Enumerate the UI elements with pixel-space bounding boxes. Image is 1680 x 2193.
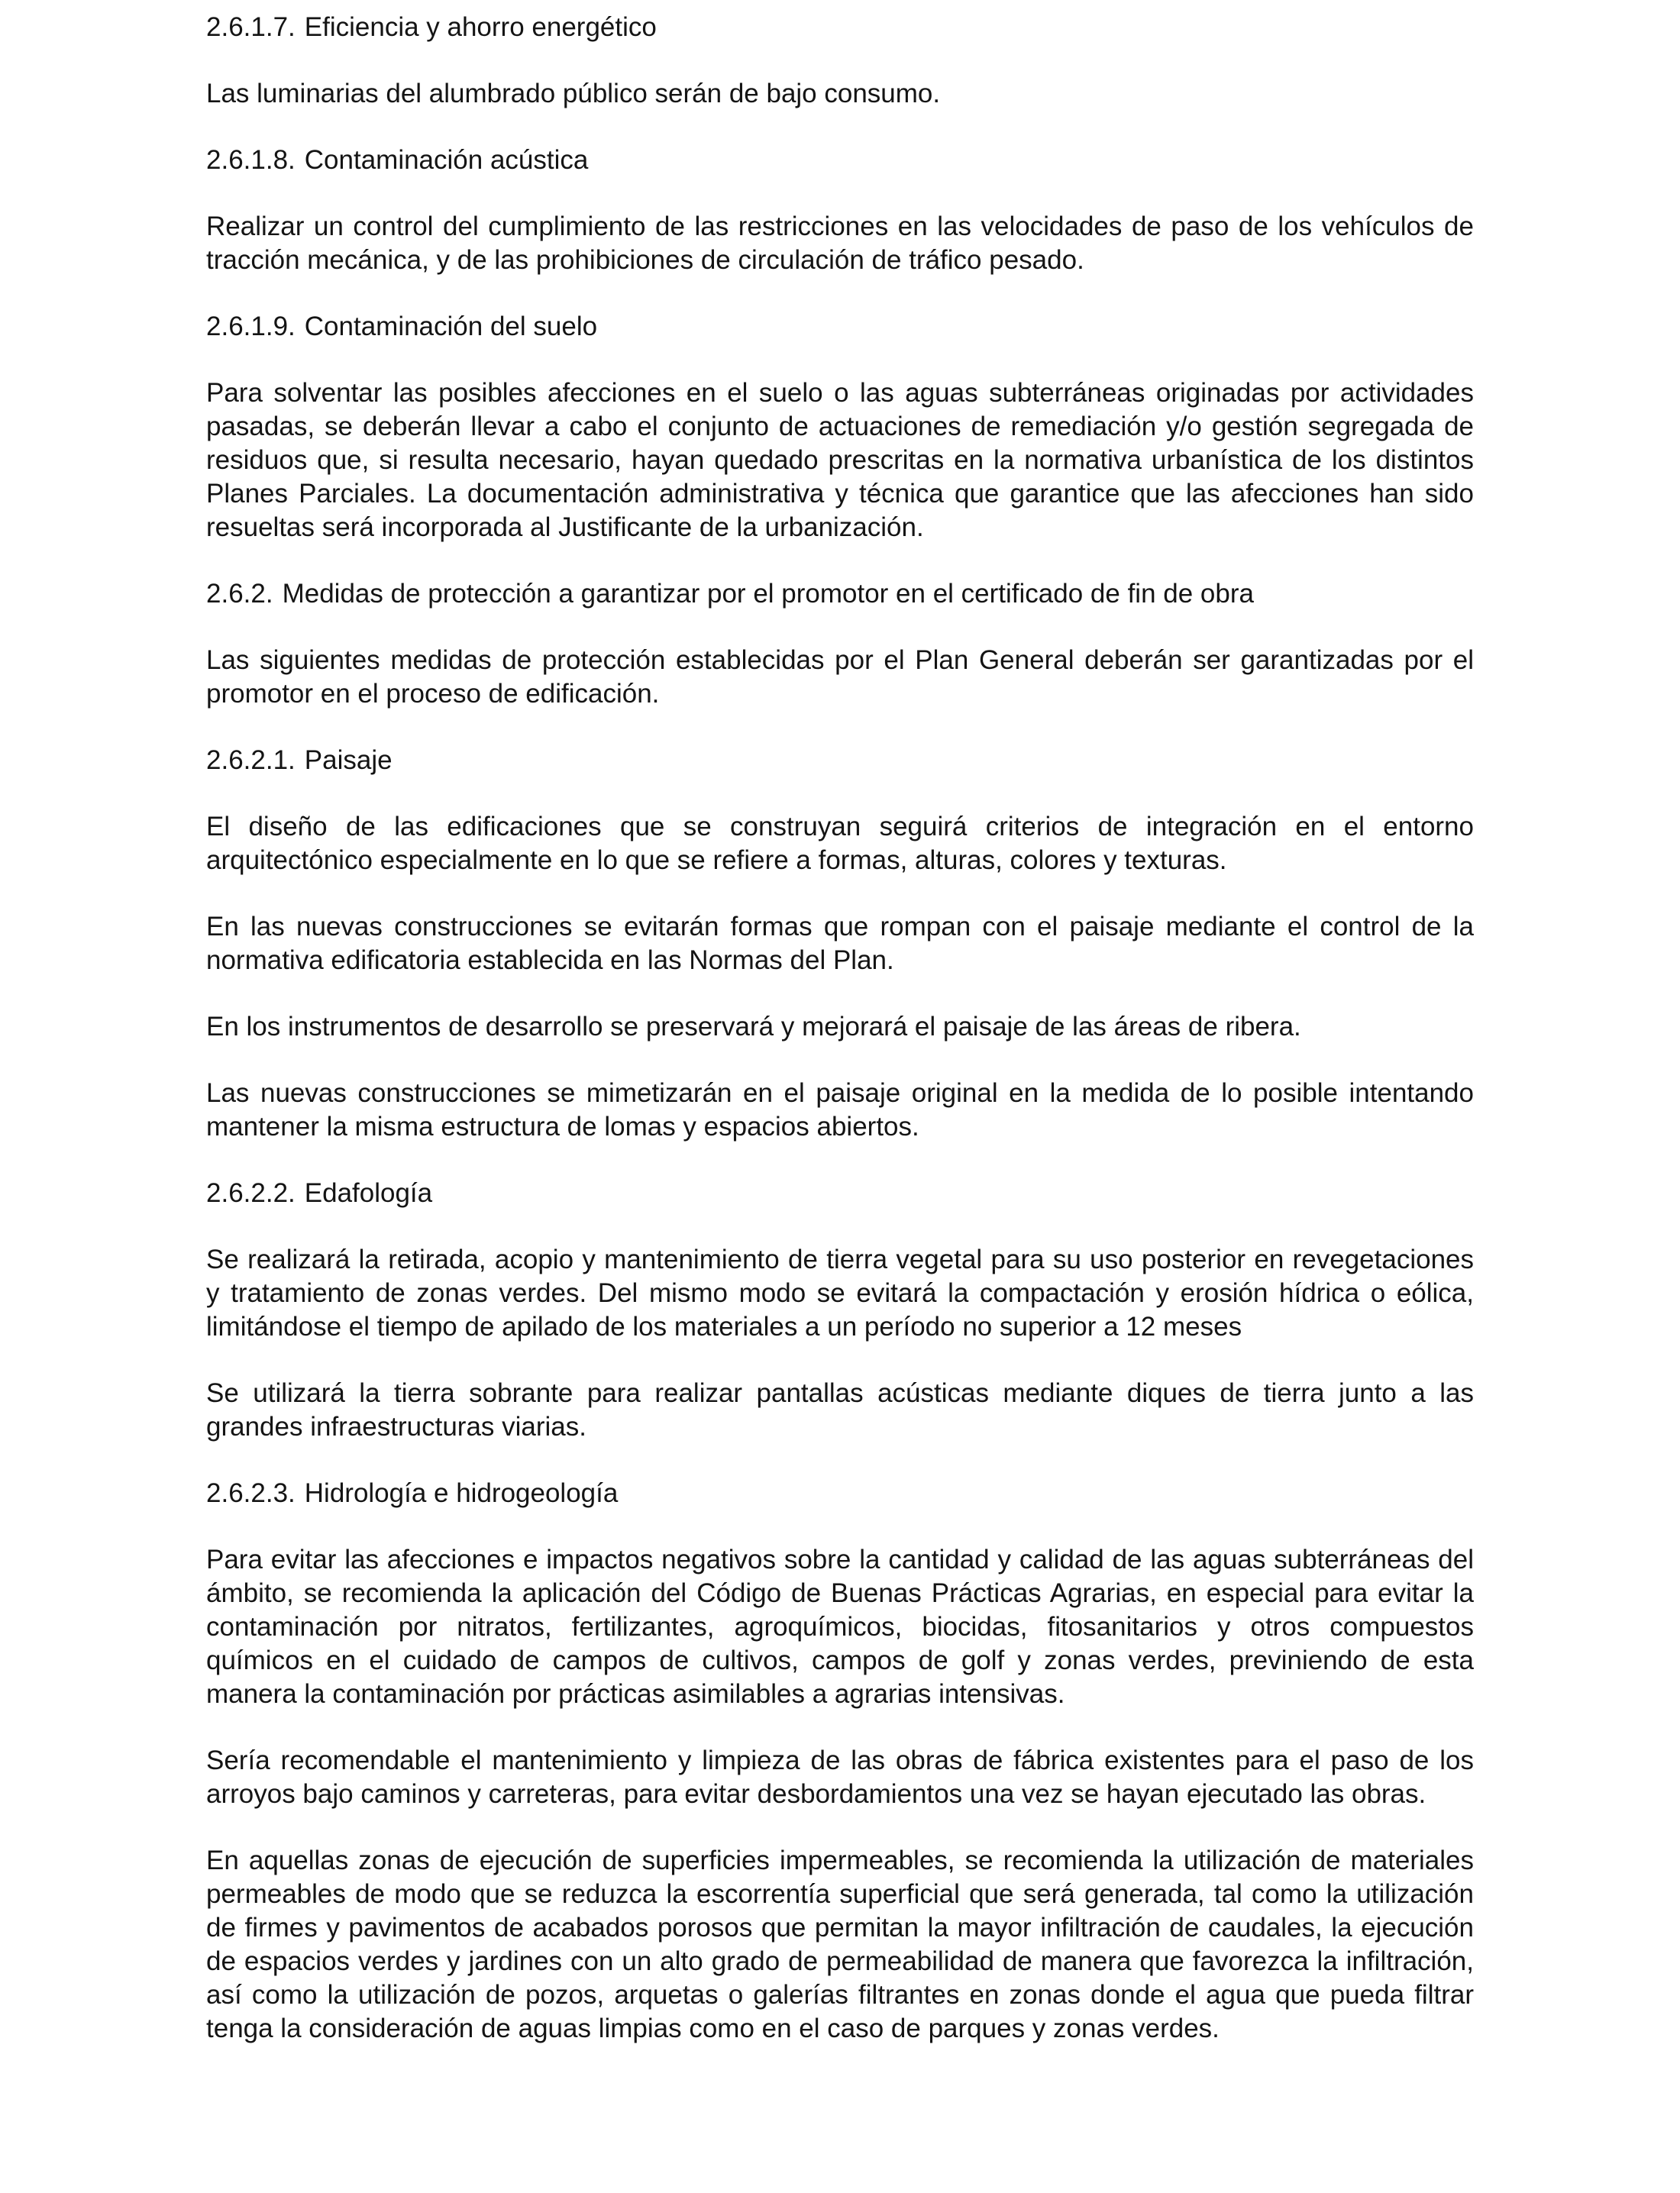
section-number: 2.6.1.8. (206, 145, 296, 175)
section-heading (206, 144, 1474, 177)
paragraph: Sería recomendable el mantenimiento y limpieza de las obras de fábrica existentes para el paso de los arroyos bajo caminos y carreteras, para evitar desbordamientos una vez se hayan ejecutado las obras. (206, 1746, 1474, 1809)
section-title: Hidrología e hidrogeología (304, 1478, 619, 1508)
paragraph: Para evitar las afecciones e impactos negativos sobre la cantidad y calidad de las aguas subterráneas del ámbito, se recomienda la aplicación del Código de Buenas Prácticas Agrarias, en especial para evitar la contaminación por nitratos, fertilizantes, agroquímicos, biocidas, fitosanitarios y otros compuestos químicos en el cuidado de campos de cultivos, campos de golf y zonas verdes, previniendo de esta manera la contaminación por prácticas asimilables a agrarias intensivas. (206, 1545, 1474, 1709)
section-number: 2.6.2. (206, 579, 273, 609)
section-title: Contaminación del suelo (304, 312, 598, 341)
section-title: Edafología (304, 1178, 433, 1208)
section-number: 2.6.2.3. (206, 1478, 296, 1508)
paragraph: Las nuevas construcciones se mimetizarán en el paisaje original en la medida de lo posible intentando mantener la misma estructura de lomas y espacios abiertos. (206, 1078, 1474, 1142)
paragraph: El diseño de las edificaciones que se construyan seguirá criterios de integración en el entorno arquitectónico especialmente en lo que se refiere a formas, alturas, colores y texturas. (206, 812, 1474, 875)
section-title: Medidas de protección a garantizar por el promotor en el certificado de fin de obra (282, 579, 1254, 609)
section-heading (206, 1177, 1474, 1210)
section-number: 2.6.2.1. (206, 745, 296, 775)
paragraph: Se realizará la retirada, acopio y mantenimiento de tierra vegetal para su uso posterior en revegetaciones y tratamiento de zonas verdes. Del mismo modo se evitará la compactación y erosión hídrica o eólica, limitándose el tiempo de apilado de los materiales a un período no superior a 12 meses (206, 1245, 1474, 1342)
section-heading (206, 744, 1474, 777)
section-heading (206, 577, 1474, 611)
section-number: 2.6.2.2. (206, 1178, 296, 1208)
section-title: Eficiencia y ahorro energético (304, 12, 657, 42)
paragraph: En aquellas zonas de ejecución de superficies impermeables, se recomienda la utilización de materiales permeables de modo que se reduzca la escorrentía superficial que será generada, tal como la utilización de firmes y pavimentos de acabados porosos que permitan la mayor infiltración de caudales, la ejecución de espacios verdes y jardines con un alto grado de permeabilidad de manera que favorezca la infiltración, así como la utilización de pozos, arquetas o galerías filtrantes en zonas donde el agua que pueda filtrar tenga la consideración de aguas limpias como en el caso de parques y zonas verdes. (206, 1846, 1474, 2043)
paragraph: Las luminarias del alumbrado público serán de bajo consumo. (206, 79, 941, 108)
section-heading (206, 310, 1474, 344)
paragraph: Para solventar las posibles afecciones en el suelo o las aguas subterráneas originadas por actividades pasadas, se deberán llevar a cabo el conjunto de actuaciones de remediación y/o gestión segregada de residuos que, si resulta necesario, hayan quedado prescritas en la normativa urbanística de los distintos Planes Parciales. La documentación administrativa y técnica que garantice que las afecciones han sido resueltas será incorporada al Justificante de la urbanización. (206, 378, 1474, 542)
paragraph: Las siguientes medidas de protección establecidas por el Plan General deberán ser garantizadas por el promotor en el proceso de edificación. (206, 645, 1474, 709)
section-title: Contaminación acústica (304, 145, 589, 175)
document-page (206, 11, 1474, 2046)
section-heading (206, 1477, 1474, 1510)
paragraph: En los instrumentos de desarrollo se preservará y mejorará el paisaje de las áreas de ribera. (206, 1012, 1301, 1042)
section-number: 2.6.1.7. (206, 12, 296, 42)
section-number: 2.6.1.9. (206, 312, 296, 341)
section-heading (206, 11, 1474, 44)
section-title: Paisaje (304, 745, 393, 775)
paragraph: Se utilizará la tierra sobrante para realizar pantallas acústicas mediante diques de tierra junto a las grandes infraestructuras viarias. (206, 1378, 1474, 1442)
paragraph: En las nuevas construcciones se evitarán formas que rompan con el paisaje mediante el control de la normativa edificatoria establecida en las Normas del Plan. (206, 912, 1474, 975)
paragraph: Realizar un control del cumplimiento de las restricciones en las velocidades de paso de los vehículos de tracción mecánica, y de las prohibiciones de circulación de tráfico pesado. (206, 212, 1474, 275)
